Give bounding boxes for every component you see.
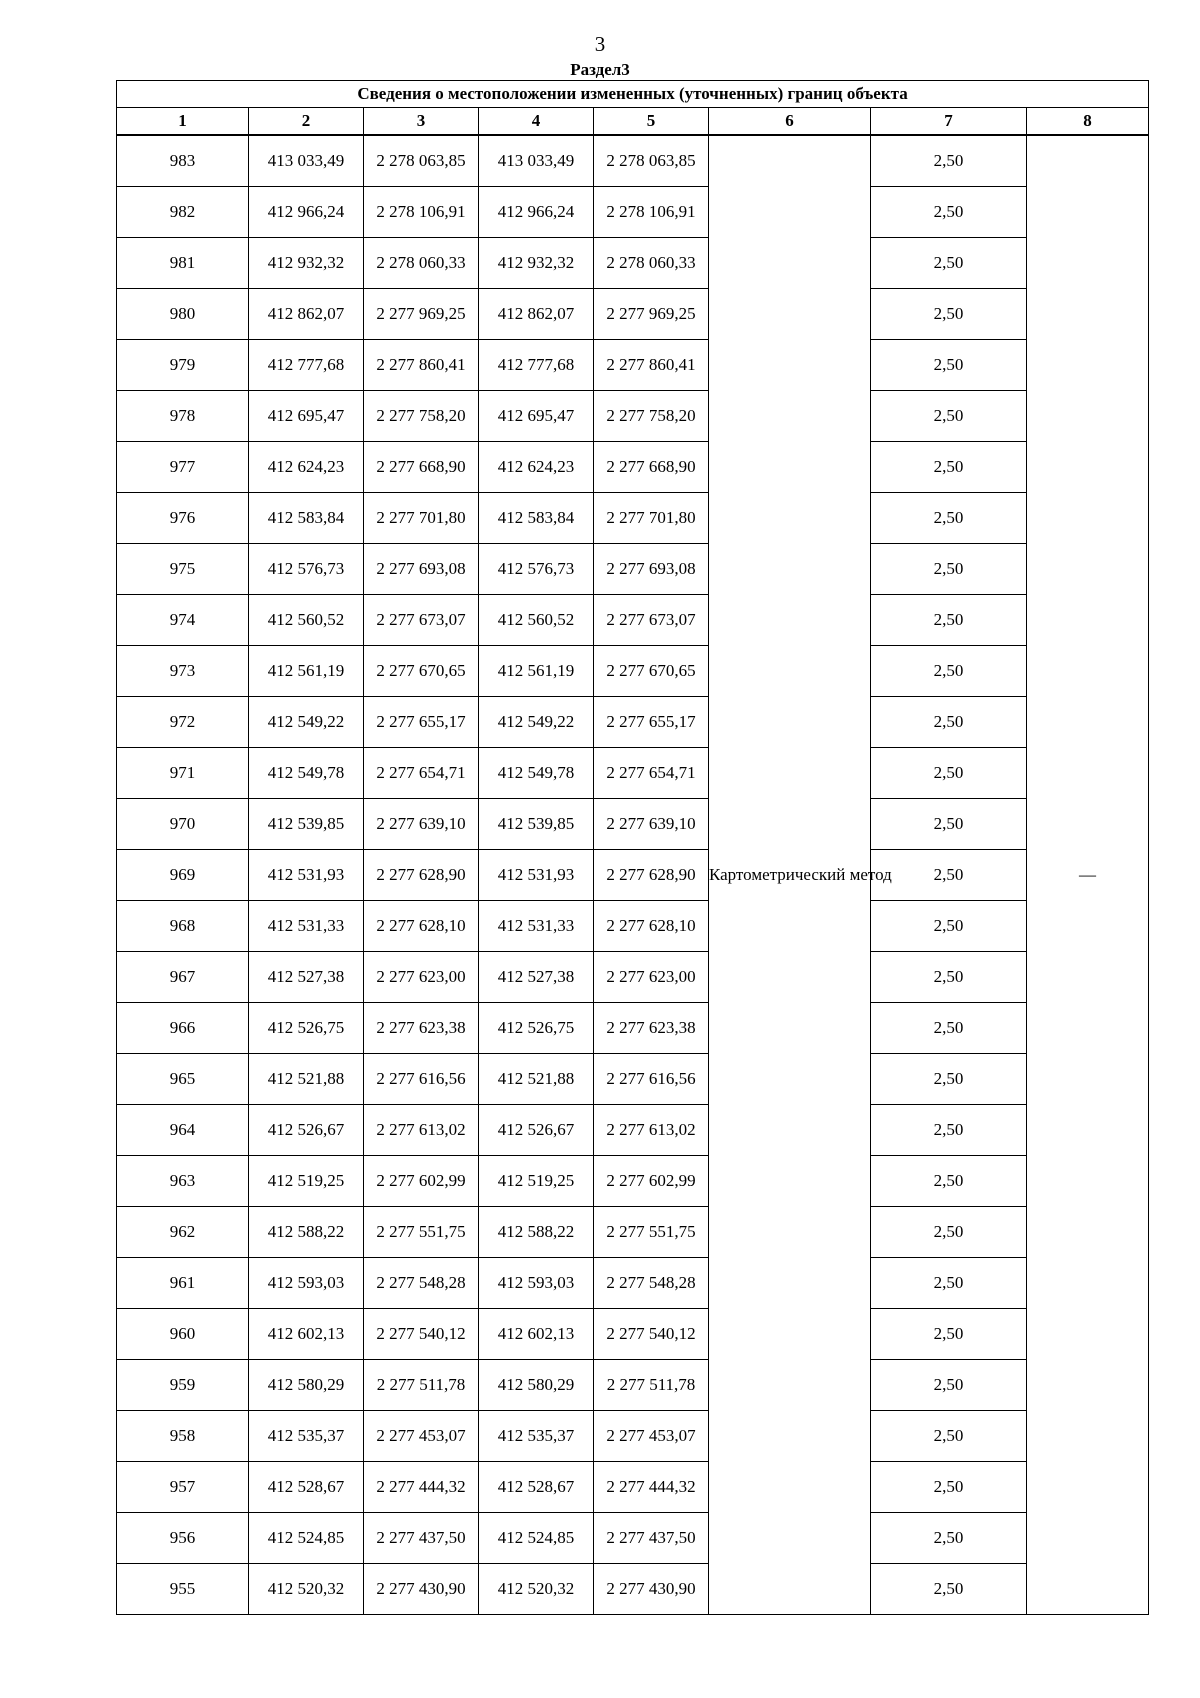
x-existing-cell: 412 576,73 bbox=[249, 544, 364, 595]
y-existing-cell: 2 277 628,90 bbox=[364, 850, 479, 901]
x-refined-cell: 413 033,49 bbox=[479, 135, 594, 187]
table-row bbox=[117, 442, 1149, 493]
y-refined-cell: 2 277 437,50 bbox=[594, 1513, 709, 1564]
table-row bbox=[117, 1564, 1149, 1615]
point-number-cell: 961 bbox=[117, 1258, 249, 1309]
y-existing-cell: 2 278 063,85 bbox=[364, 135, 479, 187]
y-existing-cell: 2 277 623,00 bbox=[364, 952, 479, 1003]
y-refined-cell: 2 277 548,28 bbox=[594, 1258, 709, 1309]
y-refined-cell: 2 277 668,90 bbox=[594, 442, 709, 493]
x-existing-cell: 412 560,52 bbox=[249, 595, 364, 646]
y-existing-cell: 2 277 613,02 bbox=[364, 1105, 479, 1156]
y-existing-cell: 2 277 969,25 bbox=[364, 289, 479, 340]
point-number-cell: 973 bbox=[117, 646, 249, 697]
point-number-cell: 972 bbox=[117, 697, 249, 748]
x-existing-cell: 412 527,38 bbox=[249, 952, 364, 1003]
table-row bbox=[117, 1411, 1149, 1462]
table-row bbox=[117, 1360, 1149, 1411]
accuracy-cell: 2,50 bbox=[871, 1360, 1027, 1411]
accuracy-cell: 2,50 bbox=[871, 595, 1027, 646]
table-row bbox=[117, 646, 1149, 697]
accuracy-cell: 2,50 bbox=[871, 238, 1027, 289]
x-existing-cell: 412 777,68 bbox=[249, 340, 364, 391]
table-row bbox=[117, 340, 1149, 391]
point-number-cell: 969 bbox=[117, 850, 249, 901]
table-row bbox=[117, 1207, 1149, 1258]
column-number-row bbox=[117, 108, 1149, 136]
point-number-cell: 970 bbox=[117, 799, 249, 850]
point-number-cell: 979 bbox=[117, 340, 249, 391]
y-refined-cell: 2 277 540,12 bbox=[594, 1309, 709, 1360]
y-refined-cell: 2 277 670,65 bbox=[594, 646, 709, 697]
x-refined-cell: 412 519,25 bbox=[479, 1156, 594, 1207]
y-existing-cell: 2 277 655,17 bbox=[364, 697, 479, 748]
x-existing-cell: 412 583,84 bbox=[249, 493, 364, 544]
accuracy-cell: 2,50 bbox=[871, 952, 1027, 1003]
y-refined-cell: 2 277 616,56 bbox=[594, 1054, 709, 1105]
point-number-cell: 977 bbox=[117, 442, 249, 493]
x-refined-cell: 412 521,88 bbox=[479, 1054, 594, 1105]
accuracy-cell: 2,50 bbox=[871, 289, 1027, 340]
table-row bbox=[117, 952, 1149, 1003]
y-existing-cell: 2 277 639,10 bbox=[364, 799, 479, 850]
point-number-cell: 957 bbox=[117, 1462, 249, 1513]
accuracy-cell: 2,50 bbox=[871, 1309, 1027, 1360]
boundary-coordinates-table bbox=[116, 80, 1149, 1615]
table-row bbox=[117, 1054, 1149, 1105]
y-existing-cell: 2 278 060,33 bbox=[364, 238, 479, 289]
x-refined-cell: 412 527,38 bbox=[479, 952, 594, 1003]
accuracy-cell: 2,50 bbox=[871, 748, 1027, 799]
y-refined-cell: 2 278 063,85 bbox=[594, 135, 709, 187]
x-existing-cell: 412 602,13 bbox=[249, 1309, 364, 1360]
accuracy-cell: 2,50 bbox=[871, 1207, 1027, 1258]
point-number-cell: 962 bbox=[117, 1207, 249, 1258]
point-number-cell: 975 bbox=[117, 544, 249, 595]
accuracy-cell: 2,50 bbox=[871, 493, 1027, 544]
table-row bbox=[117, 1003, 1149, 1054]
accuracy-cell: 2,50 bbox=[871, 544, 1027, 595]
x-existing-cell: 412 624,23 bbox=[249, 442, 364, 493]
table-row bbox=[117, 901, 1149, 952]
accuracy-cell: 2,50 bbox=[871, 442, 1027, 493]
column-number-2: 2 bbox=[249, 108, 364, 136]
point-number-cell: 966 bbox=[117, 1003, 249, 1054]
y-refined-cell: 2 277 628,10 bbox=[594, 901, 709, 952]
x-existing-cell: 412 539,85 bbox=[249, 799, 364, 850]
column-number-6: 6 bbox=[709, 108, 871, 136]
point-number-cell: 963 bbox=[117, 1156, 249, 1207]
x-refined-cell: 412 695,47 bbox=[479, 391, 594, 442]
y-refined-cell: 2 277 623,38 bbox=[594, 1003, 709, 1054]
accuracy-cell: 2,50 bbox=[871, 646, 1027, 697]
table-row bbox=[117, 799, 1149, 850]
point-number-cell: 956 bbox=[117, 1513, 249, 1564]
x-existing-cell: 412 549,78 bbox=[249, 748, 364, 799]
table-row bbox=[117, 135, 1149, 187]
accuracy-cell: 2,50 bbox=[871, 340, 1027, 391]
y-refined-cell: 2 277 602,99 bbox=[594, 1156, 709, 1207]
table-body bbox=[117, 135, 1149, 1615]
table-caption-row bbox=[117, 81, 1149, 108]
x-existing-cell: 412 966,24 bbox=[249, 187, 364, 238]
x-existing-cell: 413 033,49 bbox=[249, 135, 364, 187]
x-refined-cell: 412 528,67 bbox=[479, 1462, 594, 1513]
method-cell: Картометрический метод bbox=[709, 135, 871, 1615]
point-number-cell: 965 bbox=[117, 1054, 249, 1105]
table-row bbox=[117, 1156, 1149, 1207]
table-row bbox=[117, 187, 1149, 238]
section-title: Раздел3 bbox=[570, 60, 630, 79]
y-refined-cell: 2 277 511,78 bbox=[594, 1360, 709, 1411]
point-number-cell: 978 bbox=[117, 391, 249, 442]
x-refined-cell: 412 932,32 bbox=[479, 238, 594, 289]
x-existing-cell: 412 588,22 bbox=[249, 1207, 364, 1258]
point-number-cell: 960 bbox=[117, 1309, 249, 1360]
x-refined-cell: 412 531,33 bbox=[479, 901, 594, 952]
y-refined-cell: 2 277 639,10 bbox=[594, 799, 709, 850]
point-number-cell: 971 bbox=[117, 748, 249, 799]
x-refined-cell: 412 602,13 bbox=[479, 1309, 594, 1360]
x-existing-cell: 412 549,22 bbox=[249, 697, 364, 748]
accuracy-cell: 2,50 bbox=[871, 901, 1027, 952]
y-existing-cell: 2 277 616,56 bbox=[364, 1054, 479, 1105]
y-refined-cell: 2 277 444,32 bbox=[594, 1462, 709, 1513]
x-refined-cell: 412 539,85 bbox=[479, 799, 594, 850]
x-existing-cell: 412 524,85 bbox=[249, 1513, 364, 1564]
x-refined-cell: 412 588,22 bbox=[479, 1207, 594, 1258]
column-number-5: 5 bbox=[594, 108, 709, 136]
y-existing-cell: 2 277 511,78 bbox=[364, 1360, 479, 1411]
column-number-7: 7 bbox=[871, 108, 1027, 136]
accuracy-cell: 2,50 bbox=[871, 1105, 1027, 1156]
column-number-8: 8 bbox=[1027, 108, 1149, 136]
x-refined-cell: 412 593,03 bbox=[479, 1258, 594, 1309]
accuracy-cell: 2,50 bbox=[871, 391, 1027, 442]
accuracy-cell: 2,50 bbox=[871, 1564, 1027, 1615]
x-refined-cell: 412 624,23 bbox=[479, 442, 594, 493]
x-refined-cell: 412 526,67 bbox=[479, 1105, 594, 1156]
y-refined-cell: 2 277 623,00 bbox=[594, 952, 709, 1003]
y-refined-cell: 2 277 673,07 bbox=[594, 595, 709, 646]
x-existing-cell: 412 531,93 bbox=[249, 850, 364, 901]
y-existing-cell: 2 277 551,75 bbox=[364, 1207, 479, 1258]
table-row bbox=[117, 697, 1149, 748]
y-refined-cell: 2 277 628,90 bbox=[594, 850, 709, 901]
column-number-4: 4 bbox=[479, 108, 594, 136]
y-existing-cell: 2 277 673,07 bbox=[364, 595, 479, 646]
table-row bbox=[117, 1258, 1149, 1309]
x-refined-cell: 412 531,93 bbox=[479, 850, 594, 901]
point-number-cell: 982 bbox=[117, 187, 249, 238]
x-existing-cell: 412 561,19 bbox=[249, 646, 364, 697]
x-existing-cell: 412 526,75 bbox=[249, 1003, 364, 1054]
y-existing-cell: 2 277 444,32 bbox=[364, 1462, 479, 1513]
y-refined-cell: 2 277 453,07 bbox=[594, 1411, 709, 1462]
accuracy-cell: 2,50 bbox=[871, 799, 1027, 850]
x-refined-cell: 412 549,22 bbox=[479, 697, 594, 748]
y-existing-cell: 2 277 628,10 bbox=[364, 901, 479, 952]
table-row bbox=[117, 238, 1149, 289]
table-row bbox=[117, 391, 1149, 442]
point-number-cell: 964 bbox=[117, 1105, 249, 1156]
page-number: 3 bbox=[594, 32, 606, 56]
y-existing-cell: 2 277 860,41 bbox=[364, 340, 479, 391]
x-refined-cell: 412 524,85 bbox=[479, 1513, 594, 1564]
x-refined-cell: 412 576,73 bbox=[479, 544, 594, 595]
x-existing-cell: 412 519,25 bbox=[249, 1156, 364, 1207]
table-row bbox=[117, 1105, 1149, 1156]
y-existing-cell: 2 277 548,28 bbox=[364, 1258, 479, 1309]
point-number-cell: 968 bbox=[117, 901, 249, 952]
accuracy-cell: 2,50 bbox=[871, 187, 1027, 238]
point-number-cell: 958 bbox=[117, 1411, 249, 1462]
y-existing-cell: 2 277 693,08 bbox=[364, 544, 479, 595]
y-existing-cell: 2 277 453,07 bbox=[364, 1411, 479, 1462]
y-refined-cell: 2 277 654,71 bbox=[594, 748, 709, 799]
x-existing-cell: 412 531,33 bbox=[249, 901, 364, 952]
accuracy-cell: 2,50 bbox=[871, 1411, 1027, 1462]
accuracy-cell: 2,50 bbox=[871, 1513, 1027, 1564]
x-existing-cell: 412 580,29 bbox=[249, 1360, 364, 1411]
y-refined-cell: 2 277 758,20 bbox=[594, 391, 709, 442]
y-refined-cell: 2 278 060,33 bbox=[594, 238, 709, 289]
y-refined-cell: 2 277 613,02 bbox=[594, 1105, 709, 1156]
point-number-cell: 974 bbox=[117, 595, 249, 646]
y-existing-cell: 2 277 602,99 bbox=[364, 1156, 479, 1207]
x-existing-cell: 412 520,32 bbox=[249, 1564, 364, 1615]
y-existing-cell: 2 277 654,71 bbox=[364, 748, 479, 799]
x-refined-cell: 412 862,07 bbox=[479, 289, 594, 340]
x-existing-cell: 412 521,88 bbox=[249, 1054, 364, 1105]
column-number-1: 1 bbox=[117, 108, 249, 136]
table-row bbox=[117, 1309, 1149, 1360]
y-refined-cell: 2 277 655,17 bbox=[594, 697, 709, 748]
table-row bbox=[117, 544, 1149, 595]
y-refined-cell: 2 277 860,41 bbox=[594, 340, 709, 391]
accuracy-cell: 2,50 bbox=[871, 135, 1027, 187]
x-refined-cell: 412 526,75 bbox=[479, 1003, 594, 1054]
x-refined-cell: 412 580,29 bbox=[479, 1360, 594, 1411]
x-existing-cell: 412 593,03 bbox=[249, 1258, 364, 1309]
y-existing-cell: 2 277 670,65 bbox=[364, 646, 479, 697]
point-number-cell: 959 bbox=[117, 1360, 249, 1411]
x-refined-cell: 412 560,52 bbox=[479, 595, 594, 646]
y-refined-cell: 2 277 969,25 bbox=[594, 289, 709, 340]
y-existing-cell: 2 277 430,90 bbox=[364, 1564, 479, 1615]
accuracy-cell: 2,50 bbox=[871, 850, 1027, 901]
table-row bbox=[117, 1513, 1149, 1564]
table-row bbox=[117, 748, 1149, 799]
note-cell: — bbox=[1027, 135, 1149, 1615]
table-row bbox=[117, 850, 1149, 901]
x-existing-cell: 412 862,07 bbox=[249, 289, 364, 340]
accuracy-cell: 2,50 bbox=[871, 1156, 1027, 1207]
point-number-cell: 980 bbox=[117, 289, 249, 340]
table-row bbox=[117, 493, 1149, 544]
x-refined-cell: 412 777,68 bbox=[479, 340, 594, 391]
y-existing-cell: 2 277 701,80 bbox=[364, 493, 479, 544]
x-refined-cell: 412 966,24 bbox=[479, 187, 594, 238]
y-refined-cell: 2 277 693,08 bbox=[594, 544, 709, 595]
y-existing-cell: 2 277 437,50 bbox=[364, 1513, 479, 1564]
x-existing-cell: 412 526,67 bbox=[249, 1105, 364, 1156]
accuracy-cell: 2,50 bbox=[871, 1462, 1027, 1513]
point-number-cell: 967 bbox=[117, 952, 249, 1003]
x-refined-cell: 412 535,37 bbox=[479, 1411, 594, 1462]
point-number-cell: 955 bbox=[117, 1564, 249, 1615]
y-refined-cell: 2 277 551,75 bbox=[594, 1207, 709, 1258]
point-number-cell: 983 bbox=[117, 135, 249, 187]
y-existing-cell: 2 278 106,91 bbox=[364, 187, 479, 238]
x-refined-cell: 412 520,32 bbox=[479, 1564, 594, 1615]
y-refined-cell: 2 278 106,91 bbox=[594, 187, 709, 238]
x-refined-cell: 412 561,19 bbox=[479, 646, 594, 697]
x-existing-cell: 412 535,37 bbox=[249, 1411, 364, 1462]
y-existing-cell: 2 277 668,90 bbox=[364, 442, 479, 493]
table-row bbox=[117, 1462, 1149, 1513]
table-caption: Сведения о местоположении измененных (уточненных) границ объекта bbox=[117, 81, 1149, 108]
y-refined-cell: 2 277 701,80 bbox=[594, 493, 709, 544]
x-existing-cell: 412 528,67 bbox=[249, 1462, 364, 1513]
point-number-cell: 976 bbox=[117, 493, 249, 544]
y-existing-cell: 2 277 758,20 bbox=[364, 391, 479, 442]
column-number-3: 3 bbox=[364, 108, 479, 136]
accuracy-cell: 2,50 bbox=[871, 1258, 1027, 1309]
x-refined-cell: 412 549,78 bbox=[479, 748, 594, 799]
accuracy-cell: 2,50 bbox=[871, 1003, 1027, 1054]
x-refined-cell: 412 583,84 bbox=[479, 493, 594, 544]
y-refined-cell: 2 277 430,90 bbox=[594, 1564, 709, 1615]
x-existing-cell: 412 932,32 bbox=[249, 238, 364, 289]
table-row bbox=[117, 595, 1149, 646]
y-existing-cell: 2 277 623,38 bbox=[364, 1003, 479, 1054]
accuracy-cell: 2,50 bbox=[871, 1054, 1027, 1105]
table-row bbox=[117, 289, 1149, 340]
point-number-cell: 981 bbox=[117, 238, 249, 289]
accuracy-cell: 2,50 bbox=[871, 697, 1027, 748]
y-existing-cell: 2 277 540,12 bbox=[364, 1309, 479, 1360]
x-existing-cell: 412 695,47 bbox=[249, 391, 364, 442]
